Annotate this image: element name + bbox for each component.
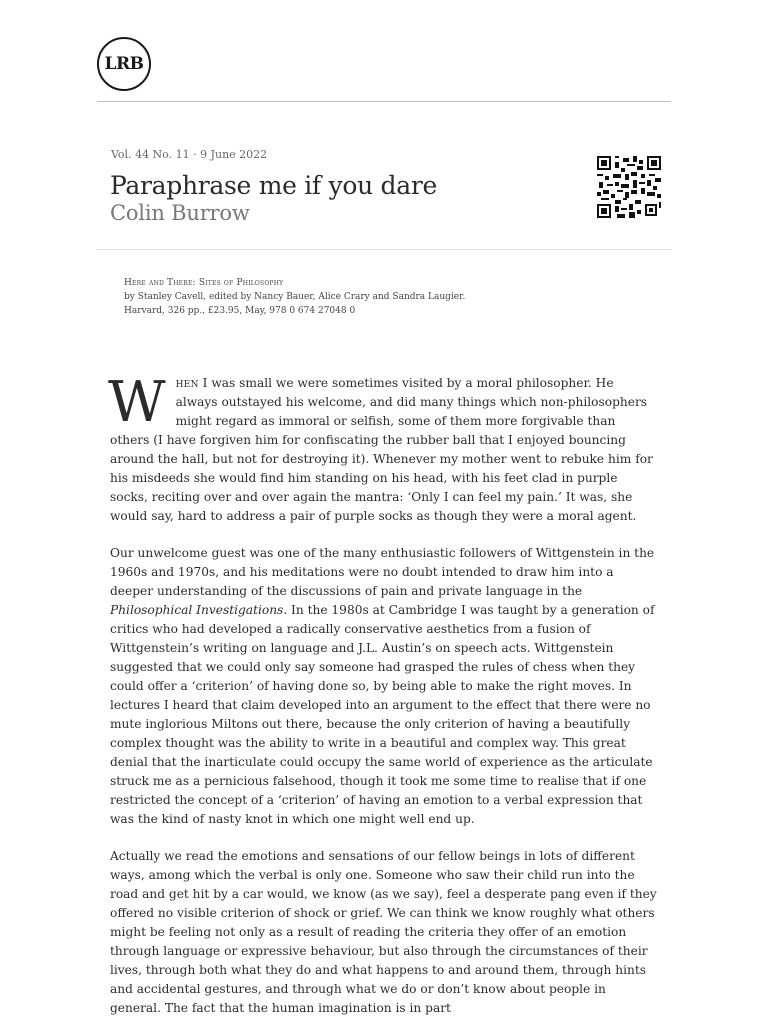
issue-info: Vol. 44 No. 11 · 9 June 2022 <box>111 148 268 161</box>
book-publication-info: Harvard, 326 pp., £23.95, May, 978 0 674 27048 0 <box>124 306 356 316</box>
paragraph <box>108 370 658 526</box>
qr-code-icon <box>597 156 661 218</box>
book-credits: by Stanley Cavell, edited by Nancy Bauer, Alice Crary and Sandra Laugier. <box>124 292 466 302</box>
logo-text: LRB <box>104 54 144 74</box>
paragraph <box>110 847 658 1018</box>
article-body <box>108 370 658 1036</box>
book-reference: Philosophical Investigations <box>110 603 284 617</box>
paragraph-text: Our unwelcome guest was one of the many enthusiastic followers of Wittgenstein in the 1960s and 1970s, and his meditations were no doubt intended to draw him into a deeper understanding of the discussions of pain and private language in the <box>110 546 655 598</box>
paragraph-text: . In the 1980s at Cambridge I was taught by a generation of critics who had developed a radically conservative aesthetics from a fusion of Wittgenstein’s writing on language and J.L. Austin’s on speech acts. Wittgenstein suggested that we could only say someone had grasped the rules of chess when they could offer a ‘criterion’ of having done so, by being able to make the right moves. In lectures I heard that claim developed into an argument to the effect that there were no mute inglorious Miltons out there, because the only criterion of having a beautifully complex thought was the ability to write in a beautiful and complex way. This great denial that the inarticulate could occupy the same world of experience as the articulate struck me as a pernicious falsehood, though it took me some time to realise that if one restricted the concept of a ‘criterion’ of having an emotion to a verbal expression that was the kind of nasty knot in which one might well end up. <box>110 603 655 826</box>
section-divider <box>97 249 671 250</box>
header-divider <box>97 101 671 102</box>
book-details <box>124 276 465 318</box>
paragraph-text: I was small we were sometimes visited by a moral philosopher. He always outstayed his welcome, and did many things which non-philosophers might regard as immoral or selfish, some of them more forgivable than others (I have forgiven him for confiscating the rubber ball that I enjoyed bouncing around the hall, but not for destroying it). Whenever my mother went to rebuke him for his misdeeds she would find him standing on his head, with his feet clad in purple socks, reciting over and over again the mantra: ‘Only I can feel my pain.’ It was, she would say, hard to address a pair of purple socks as though they were a moral agent. <box>110 376 653 523</box>
article-author[interactable]: Colin Burrow <box>110 201 250 225</box>
paragraph-text: Actually we read the emotions and sensations of our fellow beings in lots of different ways, among which the verbal is only one. Someone who saw their child run into the road and get hit by a car would, we know (as we say), feel a desperate pang even if they offered no visible criterion of shock or grief. We can think we know roughly what others might be feeling not only as a result of reading the criteria they offer of an emotion through language or expressive behaviour, but also through the circumstances of their lives, through both what they do and what happens to and around them, through hints and accidental gestures, and through what we do or don’t know about people in general. The fact that the human imagination is in part <box>110 849 657 1015</box>
paragraph <box>110 544 658 829</box>
drop-cap: W <box>108 370 166 435</box>
book-title: Here and There: Sites of Philosophy <box>124 278 284 288</box>
lead-in: hen <box>175 376 199 390</box>
article-title: Paraphrase me if you dare <box>110 171 438 200</box>
lrb-logo[interactable] <box>97 37 151 91</box>
